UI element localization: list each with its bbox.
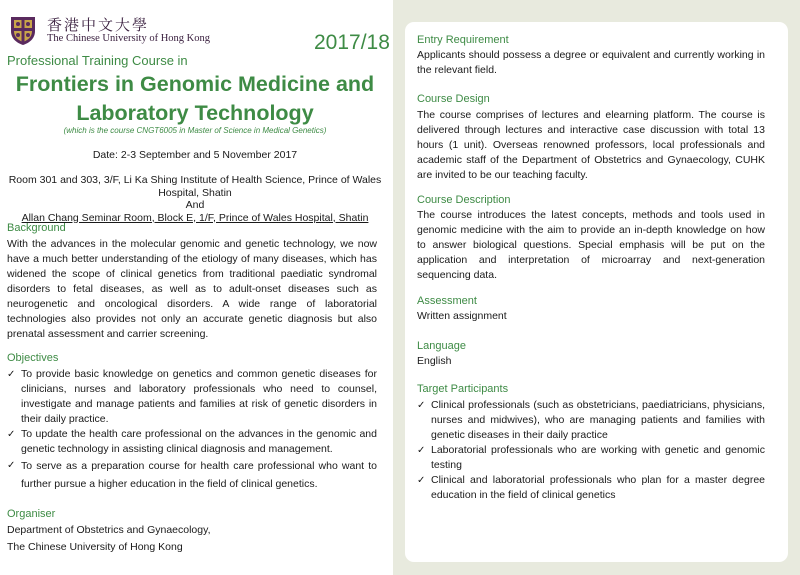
- right-panel: [405, 22, 788, 562]
- course-subtitle: Professional Training Course in: [7, 53, 188, 68]
- participant-item: [417, 473, 765, 503]
- logo-chinese-name: 香港中文大學: [47, 16, 150, 34]
- course-venue: [0, 174, 390, 224]
- check-icon: ✓: [417, 445, 426, 456]
- check-icon: ✓: [7, 460, 16, 471]
- course-code-note: (which is the course CNGT6005 in Master of Science in Medical Genetics): [63, 126, 327, 135]
- assessment-heading: Assessment: [417, 295, 477, 307]
- check-icon: ✓: [7, 369, 16, 380]
- objective-item: [7, 457, 377, 493]
- university-crest-icon: [7, 14, 39, 46]
- organiser-heading: Organiser: [7, 508, 56, 520]
- participant-text: Laboratorial professionals who are working with genetic and genomic testing: [431, 444, 765, 471]
- course-title: [0, 70, 390, 128]
- language-heading: Language: [417, 340, 466, 352]
- participant-item: [417, 398, 765, 443]
- entry-heading: Entry Requirement: [417, 34, 509, 46]
- participant-item: [417, 443, 765, 473]
- design-heading: Course Design: [417, 93, 490, 105]
- objectives-heading: Objectives: [7, 352, 59, 364]
- participants-heading: Target Participants: [417, 383, 509, 395]
- academic-year: 2017/18: [314, 31, 390, 54]
- background-heading: Background: [7, 222, 66, 234]
- participant-text: Clinical and laboratorial professionals who plan for a master degree education in the field of clinical genetics: [431, 474, 765, 501]
- course-title-line-1: Frontiers in Genomic Medicine and: [15, 72, 375, 96]
- organiser-line-2: The Chinese University of Hong Kong: [7, 541, 183, 553]
- description-text: The course introduces the latest concepts, methods and tools used in genomic medicine with the aim to provide an in-depth knowledge on how to answer biological questions. Special emphasis will be put on the application and interpretation of microarray and next-generation sequencing data.: [417, 209, 765, 281]
- venue-and: And: [185, 199, 205, 211]
- participants-list: [417, 398, 765, 503]
- objective-text: To update the health care professional on the advances in the genomic and genetic technology in assisting clinical diagnosis and management.: [21, 428, 377, 455]
- course-date: Date: 2-3 September and 5 November 2017: [92, 149, 298, 161]
- background-text: With the advances in the molecular genomic and genetic technology, we now have a much better understanding of the etiology of many diseases, which has widened the scope of clinical genetics from traditional paediatic syndromal disorders to fetal diseases, as well as to adult-onset diseases such as neurogenetic and oncological disorders. A wide range of laboratorial technologies also provides not only an accurate genetic diagnosis but also prenatal assessment and carrier screening.: [7, 238, 377, 340]
- venue-line-3: Allan Chang Seminar Room, Block E, 1/F, Prince of Wales Hospital, Shatin: [21, 211, 369, 224]
- check-icon: ✓: [417, 400, 426, 411]
- objective-item: [7, 367, 377, 427]
- language-text: English: [417, 355, 452, 367]
- assessment-text: Written assignment: [417, 310, 507, 322]
- objective-item: [7, 427, 377, 457]
- venue-line-2: Hospital, Shatin: [158, 186, 232, 199]
- logo-english-name: The Chinese University of Hong Kong: [47, 33, 211, 44]
- objectives-list: [7, 367, 377, 493]
- course-title-line-2: Laboratory Technology: [76, 101, 314, 125]
- venue-line-1: Room 301 and 303, 3/F, Li Ka Shing Institute of Health Science, Prince of Wales: [8, 174, 382, 186]
- organiser-line-1: Department of Obstetrics and Gynaecology,: [7, 524, 211, 536]
- objective-text: To provide basic knowledge on genetics and common genetic diseases for clinicians, nurses and laboratory professionals who need to counsel, investigate and manage patients and families at risk of genetic disorders in their daily practice.: [21, 368, 377, 425]
- entry-text: Applicants should possess a degree or equivalent and currently working in the relevant field.: [417, 49, 765, 76]
- design-text: The course comprises of lectures and elearning platform. The course is delivered through lectures and interactive case discussion with total 13 hours (1 unit). Overseas renowned professors, local professionals and academic staff of the Department of Obstetrics and Gynaecology, CUHK are invited to be our teaching faculty.: [417, 109, 765, 181]
- objective-text: To serve as a preparation course for health care professional who want to further pursue a higher education in the field of clinical genetics.: [21, 460, 377, 490]
- check-icon: ✓: [417, 475, 426, 486]
- description-heading: Course Description: [417, 194, 511, 206]
- participant-text: Clinical professionals (such as obstetricians, paediatricians, physicians, nurses and midwives), who are managing patients and families with genetic diseases in their daily practice: [431, 399, 765, 441]
- check-icon: ✓: [7, 429, 16, 440]
